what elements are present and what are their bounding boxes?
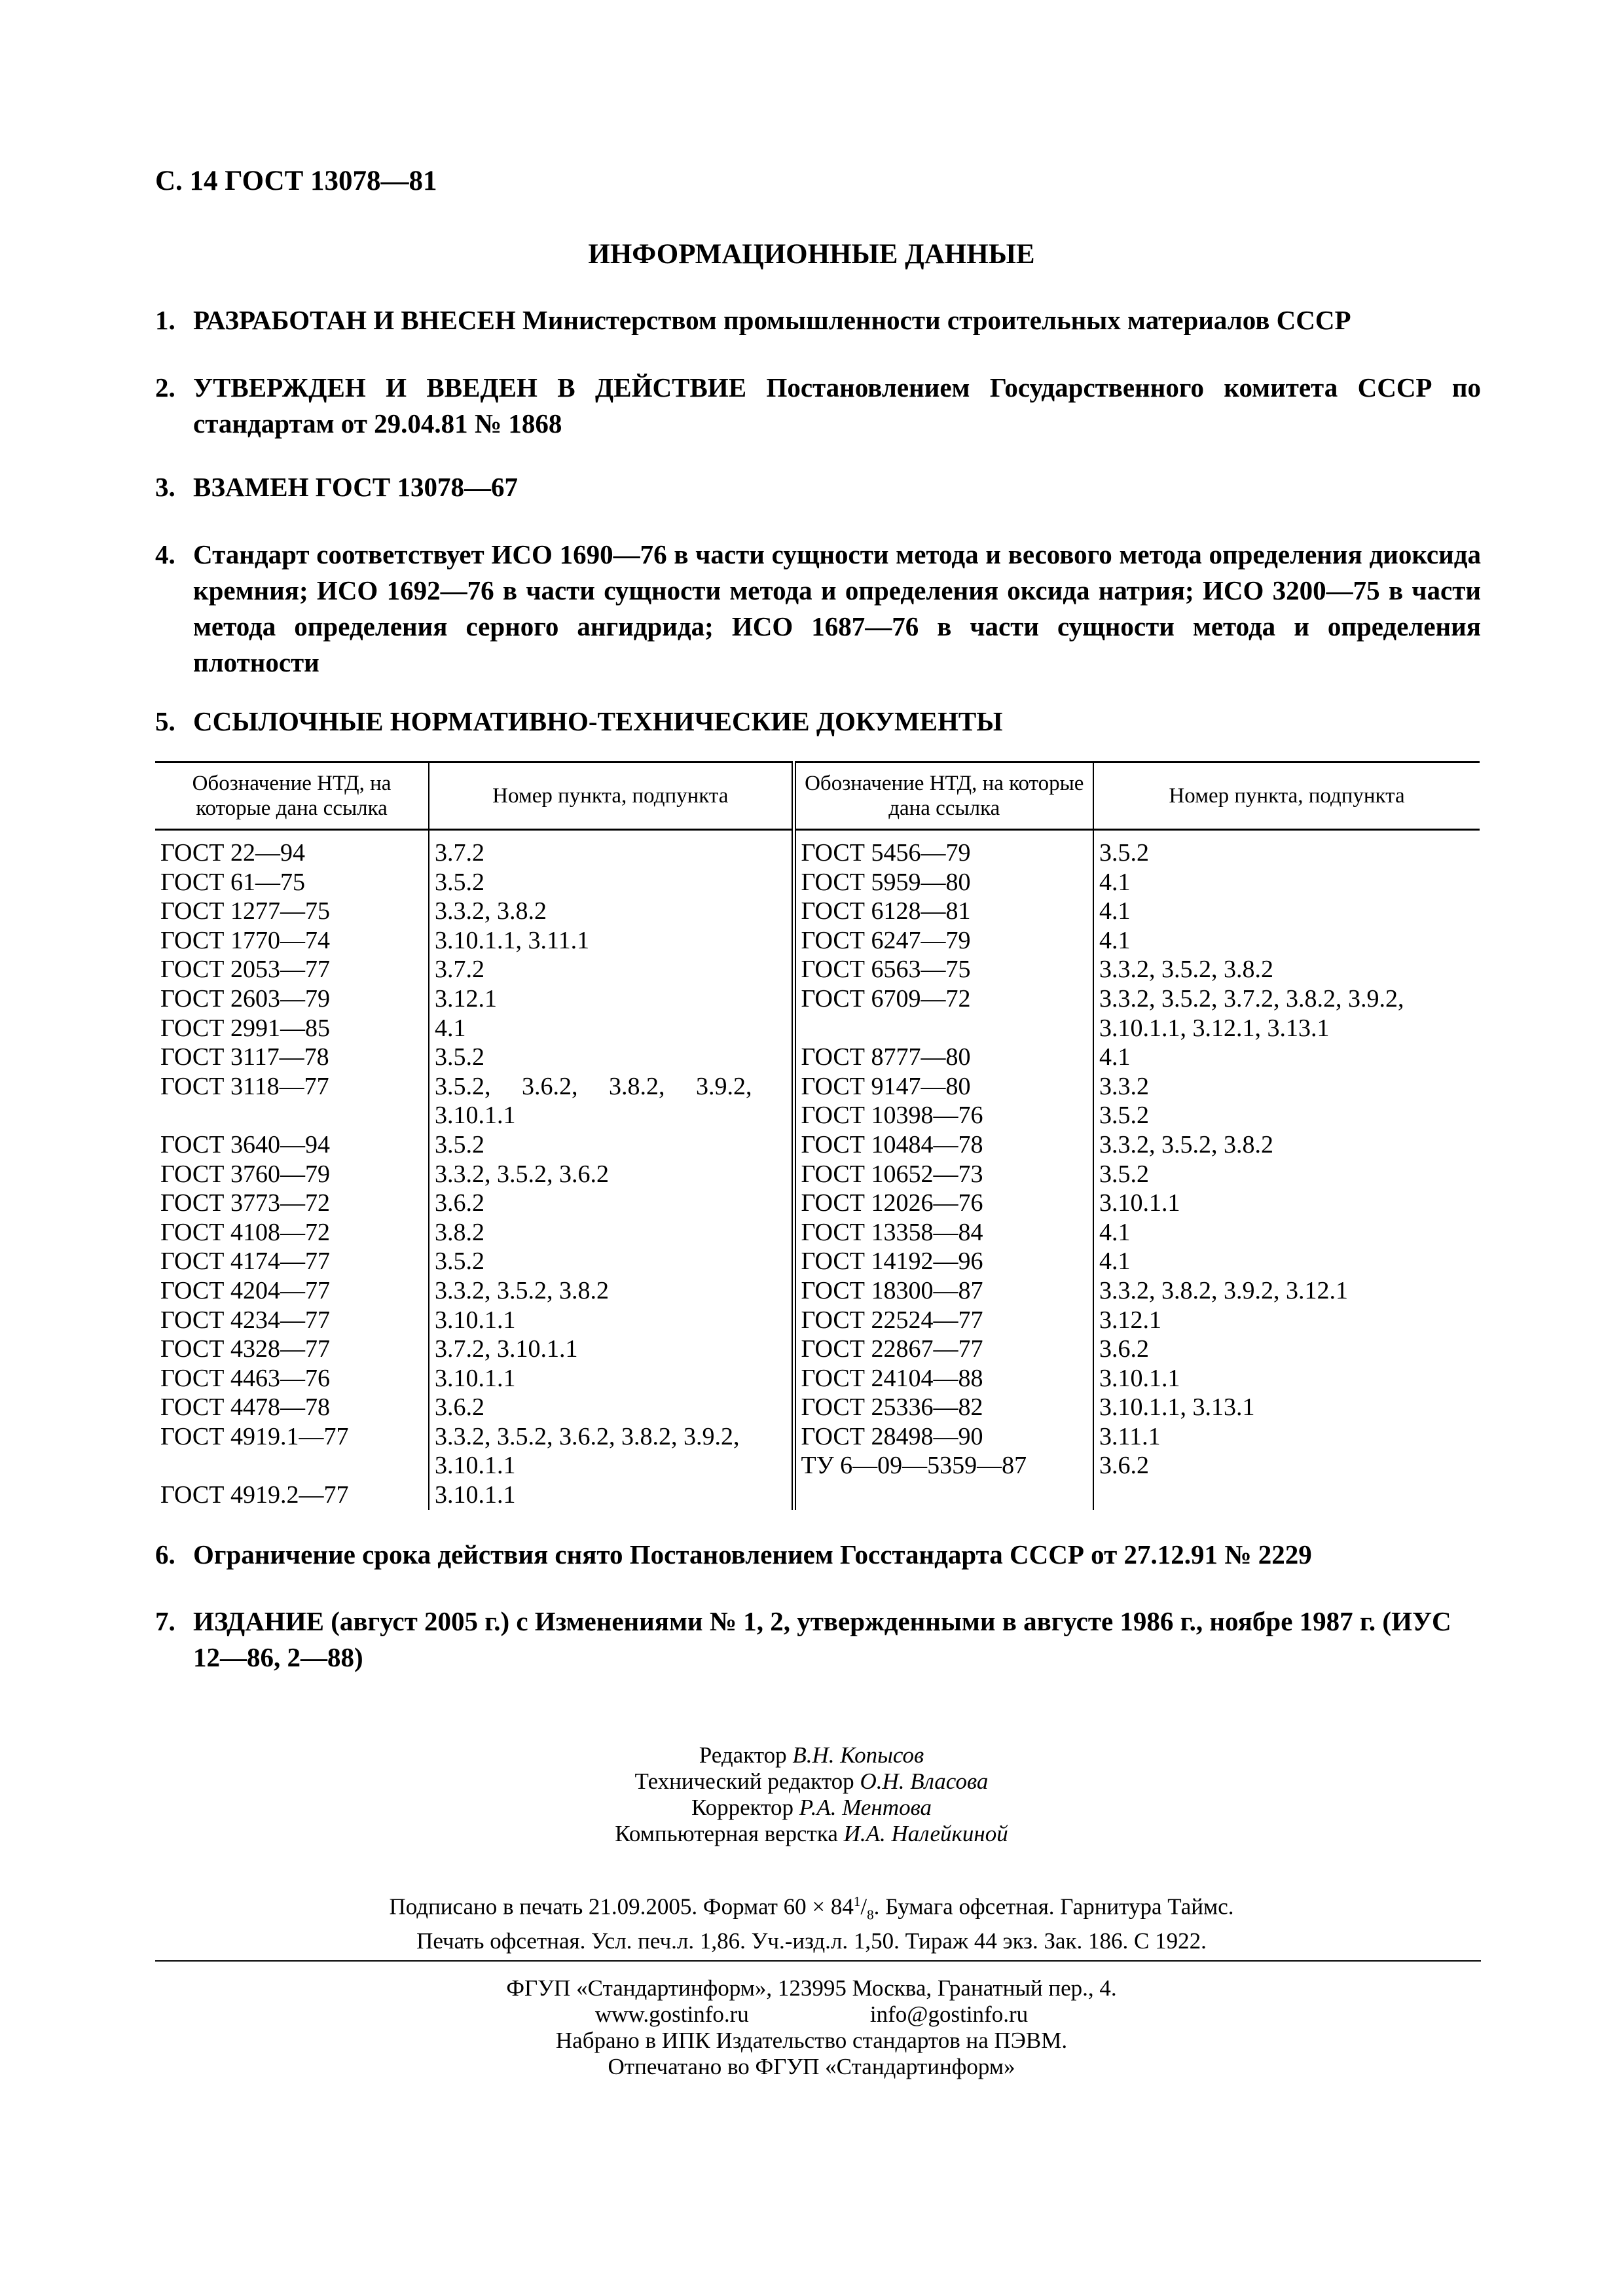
clause-numbers: 3.10.1.1	[429, 1451, 793, 1480]
table-row	[155, 1306, 1480, 1335]
item-number: 1.	[155, 305, 175, 335]
clause-numbers: 3.10.1.1	[429, 1101, 793, 1130]
clause-numbers: 3.5.2, 3.6.2, 3.8.2, 3.9.2,	[429, 1072, 793, 1102]
clause-numbers: 4.1	[429, 1014, 793, 1043]
ntd-designation: ГОСТ 4174—77	[160, 1247, 330, 1276]
credit-name: Р.А. Ментова	[799, 1795, 932, 1820]
ntd-designation: ГОСТ 2603—79	[160, 984, 330, 1013]
clause-numbers: 3.5.2	[429, 1247, 793, 1276]
clause-numbers: 4.1	[1093, 1218, 1480, 1247]
clause-numbers: 3.12.1	[429, 984, 793, 1014]
ntd-designation: ГОСТ 4919.1—77	[160, 1422, 349, 1450]
clause-numbers: 4.1	[1093, 868, 1480, 897]
ntd-designation: ГОСТ 4204—77	[160, 1276, 330, 1304]
info-item-4	[155, 537, 1481, 681]
ntd-designation: ГОСТ 4478—78	[160, 1393, 330, 1422]
item-text: ИЗДАНИЕ (август 2005 г.) с Изменениями № 1, 2, утвержденными в августе 1986 г., ноябре 1987 г. (ИУС 12—86, 2—88)	[193, 1606, 1451, 1672]
clause-numbers: 3.7.2	[429, 830, 793, 868]
ntd-designation: ГОСТ 22867—77	[793, 1335, 1093, 1364]
clause-numbers: 3.3.2, 3.8.2, 3.9.2, 3.12.1	[1093, 1276, 1480, 1306]
imprint-slash: /	[860, 1893, 867, 1920]
table-row	[155, 1130, 1480, 1160]
clause-numbers: 3.5.2	[1093, 830, 1480, 868]
info-item-5	[155, 704, 1481, 740]
table-row	[155, 1101, 1480, 1130]
ntd-designation: ГОСТ 4108—72	[160, 1218, 330, 1246]
divider	[155, 1960, 1481, 1962]
table-row	[155, 897, 1480, 926]
column-header: Обозначение НТД, на которые дана ссылка	[793, 762, 1093, 830]
ntd-designation: ГОСТ 10652—73	[793, 1160, 1093, 1189]
ntd-designation: ГОСТ 6247—79	[793, 926, 1093, 956]
credit-role: Редактор	[699, 1742, 787, 1768]
table-row	[155, 1393, 1480, 1422]
clause-numbers: 3.5.2	[1093, 1160, 1480, 1189]
item-number: 3.	[155, 472, 175, 502]
table-row	[155, 1247, 1480, 1276]
ntd-designation: ГОСТ 3640—94	[160, 1130, 330, 1158]
ntd-designation: ГОСТ 28498—90	[793, 1422, 1093, 1452]
item-text: Стандарт соответствует ИСО 1690—76 в части сущности метода и весового метода определения диоксида кремния; ИСО 1692—76 в части сущности метода и определения оксида натрия; ИСО 3200—75 в части метода определения серного ангидрида; ИСО 1687—76 в части сущности метода и определения плотности	[193, 539, 1481, 677]
table-row	[155, 1451, 1480, 1480]
ntd-designation: ГОСТ 2991—85	[160, 1014, 330, 1042]
table-row	[155, 1480, 1480, 1510]
clause-numbers: 3.5.2	[429, 868, 793, 897]
page-title: ИНФОРМАЦИОННЫЕ ДАННЫЕ	[588, 239, 1035, 270]
table-row	[155, 830, 1480, 868]
ntd-designation: ГОСТ 4234—77	[160, 1306, 330, 1334]
imprint-text: Подписано в печать 21.09.2005. Формат 60 × 84	[389, 1893, 854, 1920]
info-item-2	[155, 370, 1481, 442]
table-row	[155, 1072, 1480, 1102]
references-table	[155, 761, 1480, 1510]
clause-numbers: 3.10.1.1	[429, 1480, 793, 1510]
clause-numbers: 3.3.2, 3.5.2, 3.8.2	[1093, 955, 1480, 984]
clause-numbers: 3.10.1.1, 3.12.1, 3.13.1	[1093, 1014, 1480, 1043]
clause-numbers: 3.6.2	[1093, 1451, 1480, 1480]
ntd-designation: ГОСТ 8777—80	[793, 1043, 1093, 1072]
clause-numbers: 3.5.2	[1093, 1101, 1480, 1130]
clause-numbers: 4.1	[1093, 1043, 1480, 1072]
imprint-sup: 1	[853, 1893, 861, 1909]
table-row	[155, 1160, 1480, 1189]
ntd-designation: ГОСТ 3760—79	[160, 1160, 330, 1188]
item-number: 4.	[155, 539, 175, 569]
imprint-block	[0, 1888, 1623, 1954]
ntd-designation	[793, 1480, 1093, 1510]
clause-numbers: 3.6.2	[1093, 1335, 1480, 1364]
table-row	[155, 868, 1480, 897]
publisher-address: ФГУП «Стандартинформ», 123995 Москва, Гранатный пер., 4.	[506, 1975, 1117, 2001]
ntd-designation: ГОСТ 14192—96	[793, 1247, 1093, 1276]
clause-numbers: 3.3.2, 3.5.2, 3.8.2	[429, 1276, 793, 1306]
page-header: С. 14 ГОСТ 13078—81	[155, 166, 437, 196]
publisher-typeset: Набрано в ИПК Издательство стандартов на ПЭВМ.	[555, 2028, 1068, 2053]
ntd-designation: ГОСТ 6709—72	[793, 984, 1093, 1014]
table-row	[155, 984, 1480, 1014]
info-item-6	[155, 1537, 1481, 1573]
info-item-7	[155, 1604, 1481, 1676]
credit-role: Корректор	[691, 1795, 793, 1820]
ntd-designation: ГОСТ 22—94	[160, 839, 305, 867]
credit-name: О.Н. Власова	[860, 1768, 989, 1794]
imprint-line-2: Печать офсетная. Усл. печ.л. 1,86. Уч.-изд.л. 1,50. Тираж 44 экз. Зак. 186. С 1922.	[416, 1928, 1207, 1954]
clause-numbers: 4.1	[1093, 1247, 1480, 1276]
item-text: РАЗРАБОТАН И ВНЕСЕН Министерством промышленности строительных материалов СССР	[193, 305, 1351, 335]
ntd-designation: ГОСТ 6563—75	[793, 955, 1093, 984]
table-row	[155, 1189, 1480, 1218]
table-row	[155, 926, 1480, 956]
ntd-designation: ГОСТ 13358—84	[793, 1218, 1093, 1247]
column-header: Обозначение НТД, на которые дана ссылка	[155, 762, 429, 830]
clause-numbers: 3.6.2	[429, 1393, 793, 1422]
clause-numbers: 3.11.1	[1093, 1422, 1480, 1452]
ntd-designation: ГОСТ 4463—76	[160, 1364, 330, 1392]
clause-numbers: 3.10.1.1, 3.11.1	[429, 926, 793, 956]
ntd-designation: ГОСТ 22524—77	[793, 1306, 1093, 1335]
credit-name: В.Н. Копысов	[792, 1742, 924, 1768]
clause-numbers: 3.10.1.1	[1093, 1364, 1480, 1393]
imprint-sub: 8	[867, 1907, 874, 1923]
clause-numbers: 3.3.2, 3.5.2, 3.6.2	[429, 1160, 793, 1189]
credit-layout	[0, 1821, 1623, 1847]
ntd-designation: ГОСТ 12026—76	[793, 1189, 1093, 1218]
item-number: 7.	[155, 1606, 175, 1636]
ntd-designation: ГОСТ 5456—79	[793, 830, 1093, 868]
credit-role: Технический редактор	[634, 1768, 854, 1794]
clause-numbers: 3.7.2	[429, 955, 793, 984]
table-row	[155, 1014, 1480, 1043]
clause-numbers: 3.5.2	[429, 1043, 793, 1072]
credits-block	[0, 1742, 1623, 1847]
ntd-designation: ГОСТ 10398—76	[793, 1101, 1093, 1130]
ntd-designation: ГОСТ 5959—80	[793, 868, 1093, 897]
website-link[interactable]: www.gostinfo.ru	[594, 2001, 749, 2027]
clause-numbers: 3.10.1.1	[429, 1364, 793, 1393]
credit-editor	[0, 1742, 1623, 1768]
ntd-designation: ГОСТ 3118—77	[160, 1072, 329, 1100]
clause-numbers: 3.10.1.1	[429, 1306, 793, 1335]
table-row	[155, 955, 1480, 984]
clause-numbers: 4.1	[1093, 897, 1480, 926]
ntd-designation: ГОСТ 3117—78	[160, 1043, 329, 1071]
clause-numbers: 4.1	[1093, 926, 1480, 956]
item-text: ВЗАМЕН ГОСТ 13078—67	[193, 472, 518, 502]
item-text: УТВЕРЖДЕН И ВВЕДЕН В ДЕЙСТВИЕ Постановлением Государственного комитета СССР по стандартам от 29.04.81 № 1868	[193, 372, 1481, 439]
ntd-designation	[155, 1101, 429, 1130]
ntd-designation: ГОСТ 4919.2—77	[160, 1481, 349, 1509]
credit-proofreader	[0, 1795, 1623, 1821]
ntd-designation: ГОСТ 18300—87	[793, 1276, 1093, 1306]
column-header: Номер пункта, подпункта	[429, 762, 793, 830]
table-row	[155, 1364, 1480, 1393]
clause-numbers: 3.8.2	[429, 1218, 793, 1247]
clause-numbers	[1093, 1480, 1480, 1510]
ntd-designation: ГОСТ 24104—88	[793, 1364, 1093, 1393]
item-text: ССЫЛОЧНЫЕ НОРМАТИВНО-ТЕХНИЧЕСКИЕ ДОКУМЕНТЫ	[193, 706, 1003, 736]
clause-numbers: 3.3.2	[1093, 1072, 1480, 1102]
imprint-text: . Бумага офсетная. Гарнитура Таймс.	[873, 1893, 1234, 1920]
ntd-designation: ГОСТ 61—75	[160, 868, 305, 896]
clause-numbers: 3.3.2, 3.5.2, 3.8.2	[1093, 1130, 1480, 1160]
clause-numbers: 3.3.2, 3.8.2	[429, 897, 793, 926]
ntd-designation: ГОСТ 2053—77	[160, 956, 330, 984]
publisher-printed: Отпечатано во ФГУП «Стандартинформ»	[608, 2054, 1015, 2079]
clause-numbers: 3.3.2, 3.5.2, 3.7.2, 3.8.2, 3.9.2,	[1093, 984, 1480, 1014]
table-row	[155, 1218, 1480, 1247]
credit-name: И.А. Налейкиной	[843, 1821, 1008, 1846]
clause-numbers: 3.7.2, 3.10.1.1	[429, 1335, 793, 1364]
column-header: Номер пункта, подпункта	[1093, 762, 1480, 830]
credit-tech-editor	[0, 1768, 1623, 1795]
ntd-designation	[155, 1451, 429, 1480]
clause-numbers: 3.12.1	[1093, 1306, 1480, 1335]
ntd-designation: ГОСТ 9147—80	[793, 1072, 1093, 1102]
clause-numbers: 3.10.1.1, 3.13.1	[1093, 1393, 1480, 1422]
item-text: Ограничение срока действия снято Постановлением Госстандарта СССР от 27.12.91 № 2229	[193, 1539, 1312, 1570]
email-link[interactable]: info@gostinfo.ru	[869, 2001, 1029, 2027]
ntd-designation: ГОСТ 10484—78	[793, 1130, 1093, 1160]
publisher-block	[0, 1975, 1623, 2080]
table-header-row	[155, 762, 1480, 830]
table-body	[155, 830, 1480, 1510]
ntd-designation: ГОСТ 6128—81	[793, 897, 1093, 926]
item-number: 2.	[155, 372, 175, 403]
item-number: 6.	[155, 1539, 175, 1570]
clause-numbers: 3.3.2, 3.5.2, 3.6.2, 3.8.2, 3.9.2,	[429, 1422, 793, 1452]
info-item-3	[155, 469, 1481, 505]
clause-numbers: 3.6.2	[429, 1189, 793, 1218]
ntd-designation: ГОСТ 4328—77	[160, 1335, 330, 1363]
table-row	[155, 1422, 1480, 1452]
credit-role: Компьютерная верстка	[615, 1821, 838, 1846]
ntd-designation: ГОСТ 25336—82	[793, 1393, 1093, 1422]
ntd-designation: ГОСТ 1277—75	[160, 897, 330, 925]
table-row	[155, 1335, 1480, 1364]
publisher-contacts	[0, 2001, 1623, 2028]
ntd-designation	[793, 1014, 1093, 1043]
item-number: 5.	[155, 706, 175, 736]
info-item-1	[155, 302, 1481, 338]
clause-numbers: 3.10.1.1	[1093, 1189, 1480, 1218]
imprint-line-1	[0, 1888, 1623, 1928]
clause-numbers: 3.5.2	[429, 1130, 793, 1160]
ntd-designation: ГОСТ 3773—72	[160, 1189, 330, 1217]
ntd-designation: ГОСТ 1770—74	[160, 926, 330, 954]
ntd-designation: ТУ 6—09—5359—87	[793, 1451, 1093, 1480]
table-row	[155, 1276, 1480, 1306]
table-row	[155, 1043, 1480, 1072]
